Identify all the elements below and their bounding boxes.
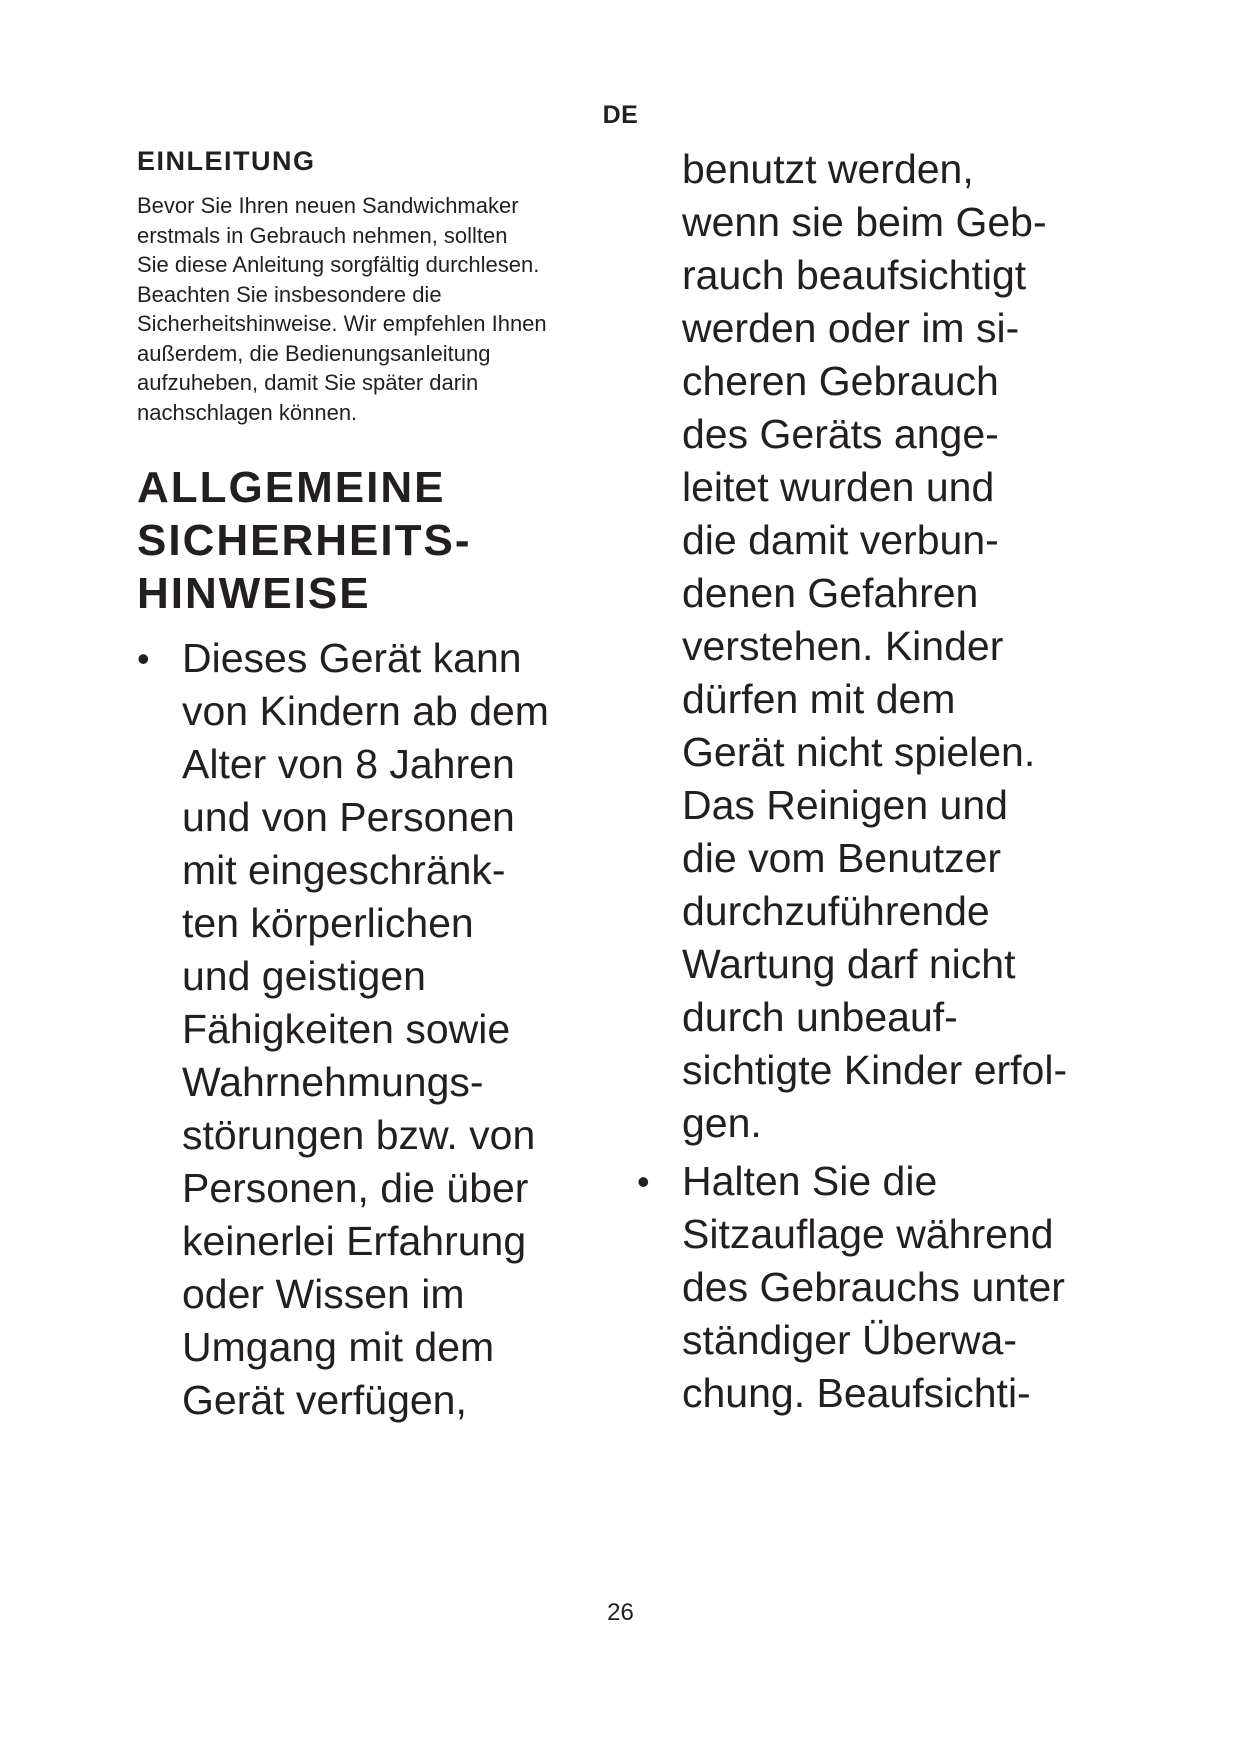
bullet-icon: •	[137, 638, 150, 679]
intro-line: aufzuheben, damit Sie später darin	[137, 370, 479, 395]
item-line: benutzt werden,	[682, 146, 974, 192]
item-line: durchzuführende	[682, 888, 990, 934]
item-line: sichtigte Kinder erfol-	[682, 1047, 1068, 1093]
item-line: dürfen mit dem	[682, 676, 956, 722]
item-line: Dieses Gerät kann	[182, 635, 522, 681]
item-line: Gerät verfügen,	[182, 1377, 467, 1423]
item-line: Wartung darf nicht	[682, 941, 1016, 987]
safety-item-supervision	[637, 1155, 1202, 1420]
item-line: Umgang mit dem	[182, 1324, 495, 1370]
item-line: Sitzauflage während	[682, 1211, 1054, 1257]
item-line: Gerät nicht spielen.	[682, 729, 1036, 775]
item-line: mit eingeschränk-	[182, 847, 506, 893]
intro-paragraph	[137, 191, 637, 427]
item-line: werden oder im si-	[682, 305, 1020, 351]
item-line: Fähigkeiten sowie	[182, 1006, 511, 1052]
intro-line: Bevor Sie Ihren neuen Sandwichmaker	[137, 193, 519, 218]
safety-heading	[137, 461, 637, 620]
intro-line: erstmals in Gebrauch nehmen, sollten	[137, 222, 508, 248]
item-line: chung. Beaufsichti-	[682, 1370, 1031, 1416]
item-line: des Geräts ange-	[682, 411, 999, 457]
item-line: verstehen. Kinder	[682, 623, 1004, 669]
intro-heading: EINLEITUNG	[137, 146, 316, 176]
item-line: des Gebrauchs unter	[682, 1264, 1065, 1310]
item-line: keinerlei Erfahrung	[182, 1218, 527, 1264]
item-line: und geistigen	[182, 953, 426, 999]
item-line: störungen bzw. von	[182, 1112, 536, 1158]
item-line: und von Personen	[182, 794, 515, 840]
safety-item-children-continued	[682, 143, 1202, 1150]
item-line: Alter von 8 Jahren	[182, 741, 515, 787]
intro-line: Beachten Sie insbesondere die	[137, 281, 442, 307]
item-line: rauch beaufsichtigt	[682, 252, 1027, 298]
intro-line: Sicherheitshinweise. Wir empfehlen Ihnen	[137, 311, 547, 336]
item-line: ten körperlichen	[182, 900, 474, 946]
item-line: Halten Sie die	[682, 1158, 938, 1204]
item-line: Wahrnehmungs-	[182, 1059, 484, 1105]
safety-heading-line: SICHERHEITS-	[137, 516, 472, 565]
intro-line: Sie diese Anleitung sorgfältig durchlesen.	[137, 252, 540, 277]
item-line: durch unbeauf-	[682, 994, 958, 1040]
safety-item-children	[137, 632, 637, 1427]
item-line: Personen, die über	[182, 1165, 529, 1211]
item-line: gen.	[682, 1100, 762, 1146]
item-line: denen Gefahren	[682, 570, 979, 616]
item-line: die vom Benutzer	[682, 835, 1002, 881]
left-column	[137, 145, 637, 1427]
item-line: wenn sie beim Geb-	[682, 199, 1047, 245]
item-line: leitet wurden und	[682, 464, 995, 510]
right-column	[637, 143, 1202, 1420]
page-number: 26	[607, 1599, 634, 1626]
intro-line: nachschlagen können.	[137, 399, 358, 425]
item-line: die damit verbun-	[682, 517, 999, 563]
item-line: ständiger Überwa-	[682, 1317, 1017, 1363]
safety-heading-line: HINWEISE	[137, 569, 371, 618]
item-line: oder Wissen im	[182, 1271, 465, 1317]
item-line: Das Reinigen und	[682, 782, 1008, 828]
bullet-icon: •	[637, 1161, 650, 1202]
item-line: von Kindern ab dem	[182, 688, 549, 734]
language-header: DE	[602, 101, 639, 129]
safety-heading-line: ALLGEMEINE	[137, 463, 446, 512]
intro-line: außerdem, die Bedienungsanleitung	[137, 340, 491, 366]
item-line: cheren Gebrauch	[682, 358, 999, 404]
